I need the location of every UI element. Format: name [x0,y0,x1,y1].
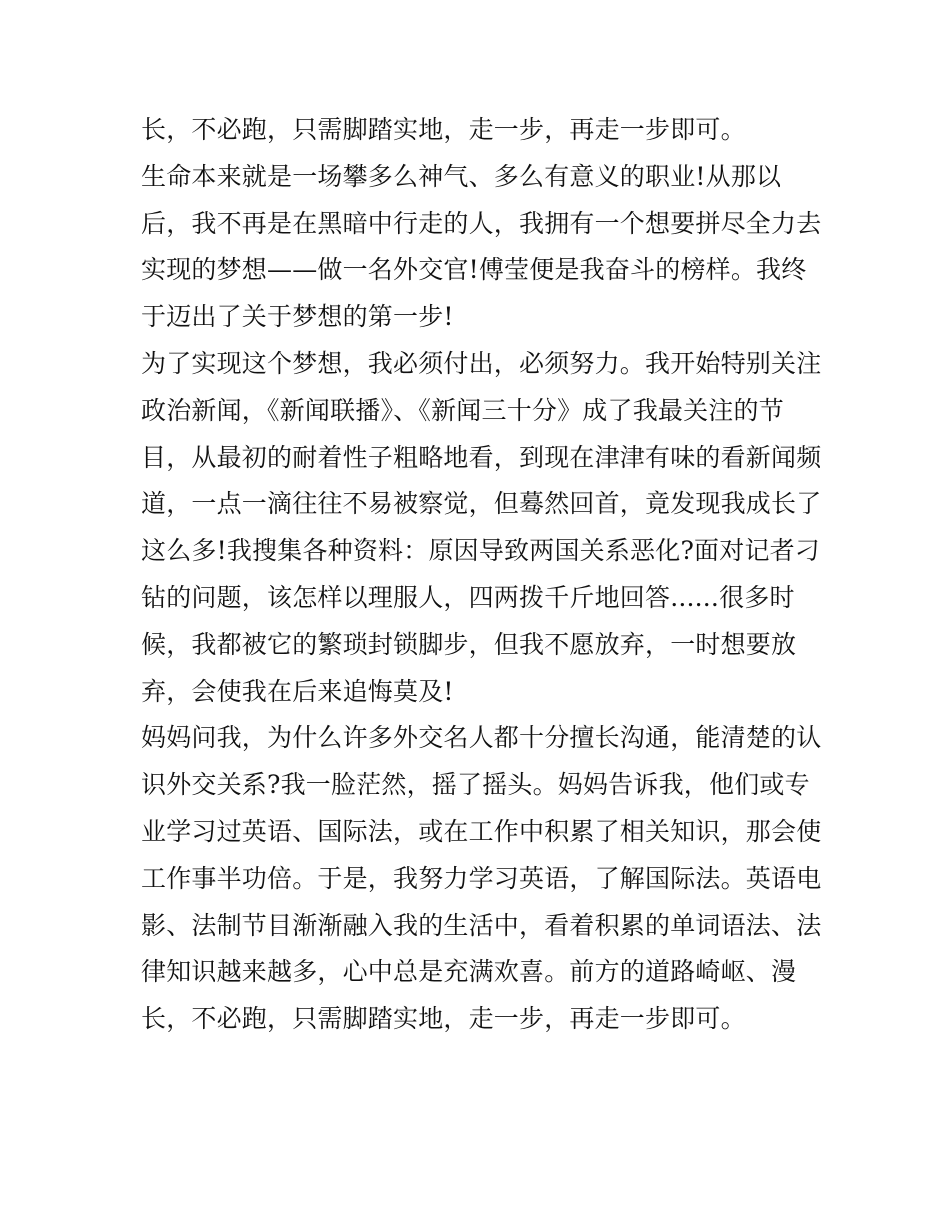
text-line: 长，不必跑，只需脚踏实地，走一步，再走一步即可。 [141,1004,746,1034]
text-line: 钻的问题，该怎样以理服人，四两拨千斤地回答......很多时 [141,582,795,612]
text-line: 于迈出了关于梦想的第一步! [141,302,454,332]
text-line: 道，一点一滴往往不易被察觉，但蓦然回首，竟发现我成长了 [141,489,822,519]
text-line: 这么多!我搜集各种资料：原因导致两国关系恶化?面对记者刁 [141,536,821,566]
text-line: 政治新闻，《新闻联播》、《新闻三十分》成了我最关注的节 [141,395,784,425]
text-line: 目，从最初的耐着性子粗略地看，到现在津津有味的看新闻频 [141,442,822,472]
text-line: 实现的梦想——做一名外交官!傅莹便是我奋斗的榜样。我终 [141,255,807,285]
text-line: 后，我不再是在黑暗中行走的人，我拥有一个想要拼尽全力去 [141,208,822,238]
text-line: 妈妈问我，为什么许多外交名人都十分擅长沟通，能清楚的认 [141,723,822,753]
text-line: 业学习过英语、国际法，或在工作中积累了相关知识，那会使 [141,816,822,846]
text-line: 识外交关系?我一脸茫然，摇了摇头。妈妈告诉我，他们或专 [141,770,810,800]
text-line: 律知识越来越多，心中总是充满欢喜。前方的道路崎岖、漫 [141,957,797,987]
text-line: 长，不必跑，只需脚踏实地，走一步，再走一步即可。 [141,115,746,144]
text-line: 生命本来就是一场攀多么神气、多么有意义的职业!从那以 [141,161,782,191]
text-line: 候，我都被它的繁琐封锁脚步，但我不愿放弃，一时想要放 [141,629,797,659]
text-line: 工作事半功倍。于是，我努力学习英语，了解国际法。英语电 [141,863,822,893]
text-line: 影、法制节目渐渐融入我的生活中，看着积累的单词语法、法 [141,910,822,940]
text-line: 弃，会使我在后来追悔莫及! [141,676,454,706]
text-line: 为了实现这个梦想，我必须付出，必须努力。我开始特别关注 [141,348,822,378]
essay-text [141,107,822,1043]
